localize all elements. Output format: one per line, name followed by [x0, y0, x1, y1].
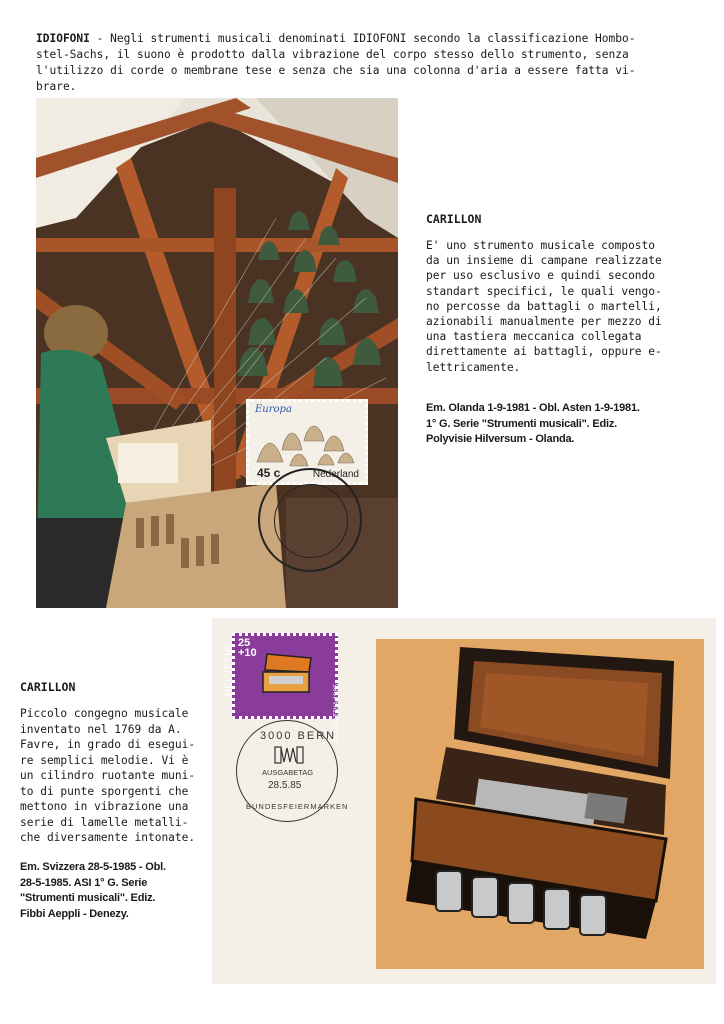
carillon-caption-1: Em. Olanda 1-9-1981 - Obl. Asten 1-9-1981. 1° G. Serie "Strumenti musicali". Ediz. Polyvisie Hilversum - Olanda. — [426, 402, 640, 445]
stamp2-series: PRO PATRIA 1985 — [333, 684, 340, 743]
postmark2-city: 3000 BERN — [260, 730, 337, 742]
postmark2-label: AUSGABETAG — [262, 768, 314, 777]
carillon-title-1: CARILLON — [426, 212, 482, 226]
carillon-caption-2: Em. Svizzera 28-5-1985 - Obl. 28-5-1985. ASI 1° G. Serie "Strumenti musicali". Ediz. Fibbi Aeppli - Denezy. — [20, 861, 166, 920]
music-box-icon — [259, 652, 315, 696]
accordion-icon — [274, 744, 304, 766]
bern-postmark — [232, 720, 349, 820]
stamp-value: 45 c — [257, 466, 281, 480]
postmark2-date: 28.5.85 — [268, 780, 302, 791]
music-box-photo — [376, 639, 704, 969]
stamp-europa-label: Europa — [255, 404, 292, 415]
intro-paragraph — [36, 31, 686, 95]
intro-text: - Negli strumenti musicali denominati IDIOFONI secondo la classificazione Hombo- stel-Sachs, il suono è prodotto dalla vibrazione del corpo stesso dello strumento, senza l'utilizzo di corde o membrane tese e senza che sia una colonna d'aria a essere fatta vi- brare. — [36, 32, 636, 93]
stamp2-country: HELVETIA — [223, 645, 233, 696]
stamp-country: Nederland — [312, 469, 359, 480]
stamp2-value: 25 +10 — [238, 637, 257, 659]
postmark-inner-ring — [274, 484, 348, 558]
carillon-title-2: CARILLON — [20, 680, 76, 694]
music-box-illustration — [376, 639, 704, 969]
carillon-description-2: Piccolo congegno musicale inventato nel 1769 da A. Favre, in grado di esegui- re semplici melodie. Vi è un cilindro ruotante muni- to di punte sporgenti che mettono in vibrazione una serie di lamelle metalli- che diversamente intonate. — [20, 707, 196, 844]
postmark2-ring-text: BUNDESFEIERMARKEN — [246, 802, 349, 811]
carillon-description-1: E' uno strumento musicale composto da un insieme di campane realizzate per uso esclusivo e quindi secondo standart specifici, le quali vengo- no percosse da battagli o martelli, azionabili manualmente per mezzo di una tastiera meccanica collegata direttamente ai battagli, oppure e- lettricamente. — [426, 239, 662, 374]
intro-lead: IDIOFONI — [36, 32, 90, 45]
asten-postmark — [258, 468, 362, 572]
bells-icon — [252, 414, 362, 474]
